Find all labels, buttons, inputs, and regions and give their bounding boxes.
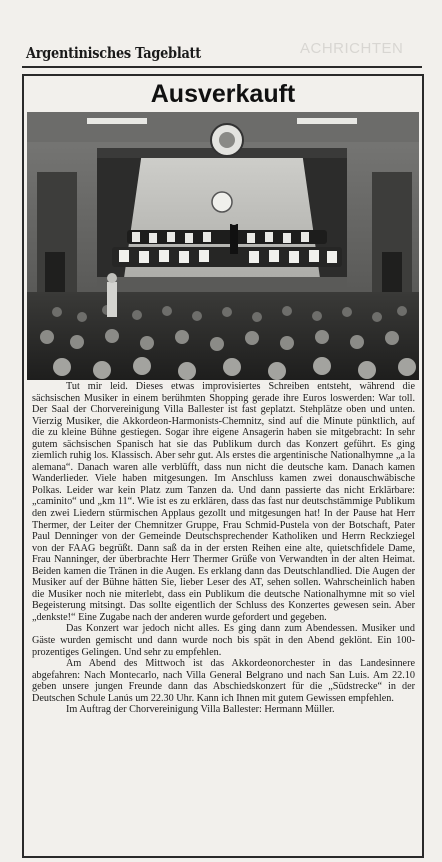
masthead-rule [22, 66, 422, 68]
article-title: Ausverkauft [150, 80, 296, 108]
article-paragraph: Tut mir leid. Dieses etwas improvisiertes Schreiben entsteht, während die sächsischen Musiker in einem berühmten Shopping gerade ihre Euros loswerden: War toll. Der Saal der Chorvereinigung Villa Ballester ist fast geplatzt. Stehplätze oben und unten. Vierzig Musiker, die Akkordeon-Harmonists-Chemnitz, sind auf die Minute pünktlich, auf die zu kleine Bühne gestiegen. Sogar ihre eigene Ansagerin haben sie mitgebracht: In sehr gutem sächsischen Spanisch hat sie das Publikum durch das Konzert geführt. Es ging ziemlich ruhig los. Klassisch. Aber sehr gut. Als erstes die argentinische Nationalhymne „a la alemana“. Danach waren alle verblüfft, dass nun nicht die deutsche kam. Danach kamen Wanderlieder. Viele haben mitgesungen. Im Anschluss kamen zwei donauschwäbische Polkas. Leider war kein Platz zum Tanzen da. Und dann passierte das nicht Erklärbare: „caminito“ und „km 11“. Wie ist es zu erklären, dass das fast nur deutschstämmige Publikum den zwei Liedern stürmischen Applaus gezollt und mitgesungen hat! In der Pause hat Herr Thermer, der Leiter der Chemnitzer Gruppe, Frau Schmid-Pustela von der Botschaft, Pater Paul Denninger von der Gemeinde Deutschsprechender Katholiken und Herrn Reckziegel von der FAAG begrüßt. Dann saß da in der ersten Reihen eine alte, quietschfidele Dame, Frau Nanninger, der überbrachte Herr Thermer Grüße von Verwandten in der alten Heimat. Beiden kamen die Tränen in die Augen. Es erklang dann das Deutschlandlied. Die Augen der Musiker auf der Bühne hätten Sie, lieber Leser des AT, sehen sollen. Wahrscheinlich haben die Musiker noch nie miterlebt, dass ein Publikum die deutsche Nationalhymne mit so viel Begeisterung mitsingt. Das sollte eigentlich der Schluss des Konzertes gewesen sein. Aber „denkste!“ Eine Zugabe nach der anderen wurde gefordert und gegeben. [32, 381, 415, 623]
article-paragraph: Am Abend des Mittwoch ist das Akkordeonorchester in das Landesinnere abgefahren: Nach Montecarlo, nach Villa General Belgrano und nach San Luis. Am 22.10 geben unsere jungen Freunde dann das Abschiedskonzert für die „Südstrecke“ in der Deutschen Schule Lanús um 22.30 Uhr. Kann ich Ihnen mit gutem Gewissen empfehlen. [32, 658, 415, 704]
article-paragraph: Das Konzert war jedoch nicht alles. Es ging dann zum Abendessen. Musiker und Gäste wurden gemischt und dann wurde noch bis spät in den Abend geklönt. Ein 100-prozentiges Gelingen. Und sehr zu empfehlen. [32, 623, 415, 658]
bleed-through-heading: ACHRICHTEN [300, 40, 404, 57]
article-body [32, 381, 415, 716]
concert-photo-image [27, 112, 419, 380]
newspaper-masthead: Argentinisches Tageblatt [26, 44, 201, 62]
concert-photo [27, 112, 419, 380]
article-signature: Im Auftrag der Chorvereinigung Villa Ballester: Hermann Müller. [66, 704, 335, 716]
